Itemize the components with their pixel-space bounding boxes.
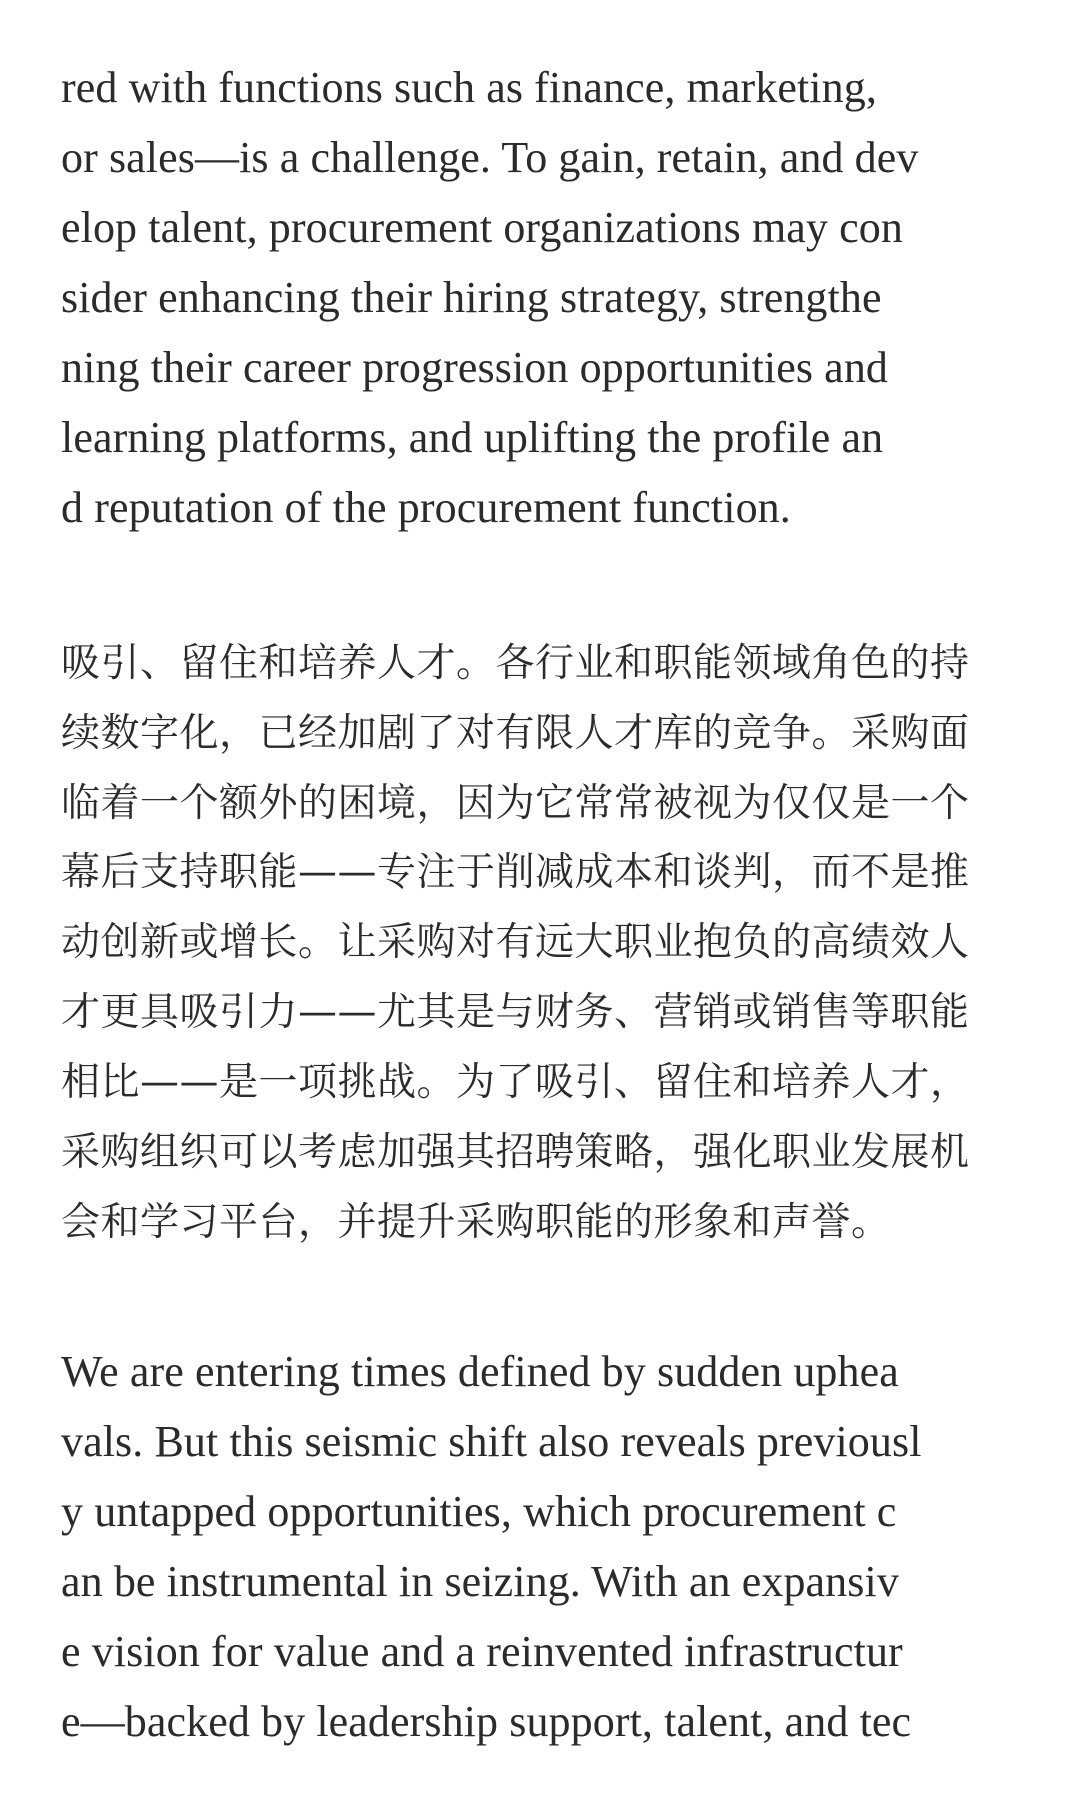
text-line: 幕后支持职能——专注于削减成本和谈判，而不是推 (61, 850, 970, 895)
text-line: 才更具吸引力——尤其是与财务、营销或销售等职能 (61, 990, 970, 1035)
text-line: ning their career progression opportunities and (61, 343, 889, 392)
text-line: 相比——是一项挑战。为了吸引、留住和培养人才， (61, 1060, 970, 1105)
text-line: e vision for value and a reinvented infrastructur (61, 1627, 903, 1676)
text-line: red with functions such as finance, marketing, (61, 63, 877, 112)
text-line: 会和学习平台，并提升采购职能的形象和声誉。 (61, 1200, 891, 1245)
text-line: 吸引、留住和培养人才。各行业和职能领域角色的持 (61, 641, 970, 686)
text-line: d reputation of the procurement function. (61, 483, 791, 532)
text-line: 采购组织可以考虑加强其招聘策略，强化职业发展机 (61, 1130, 970, 1175)
text-line: an be instrumental in seizing. With an expansiv (61, 1557, 899, 1606)
text-line: or sales—is a challenge. To gain, retain, and dev (61, 133, 919, 182)
text-line: sider enhancing their hiring strategy, strengthe (61, 273, 882, 322)
text-line: vals. But this seismic shift also reveals previousl (61, 1417, 922, 1466)
text-line: 动创新或增长。让采购对有远大职业抱负的高绩效人 (61, 920, 970, 965)
text-line: We are entering times defined by sudden uphea (61, 1347, 899, 1396)
text-line: learning platforms, and uplifting the profile an (61, 413, 884, 462)
text-line: 续数字化，已经加剧了对有限人才库的竞争。采购面 (61, 711, 970, 756)
text-line: 临着一个额外的困境，因为它常常被视为仅仅是一个 (61, 781, 970, 826)
text-line: elop talent, procurement organizations may con (61, 203, 903, 252)
text-line: y untapped opportunities, which procurement c (61, 1487, 897, 1536)
text-line: e—backed by leadership support, talent, and tec (61, 1697, 912, 1746)
